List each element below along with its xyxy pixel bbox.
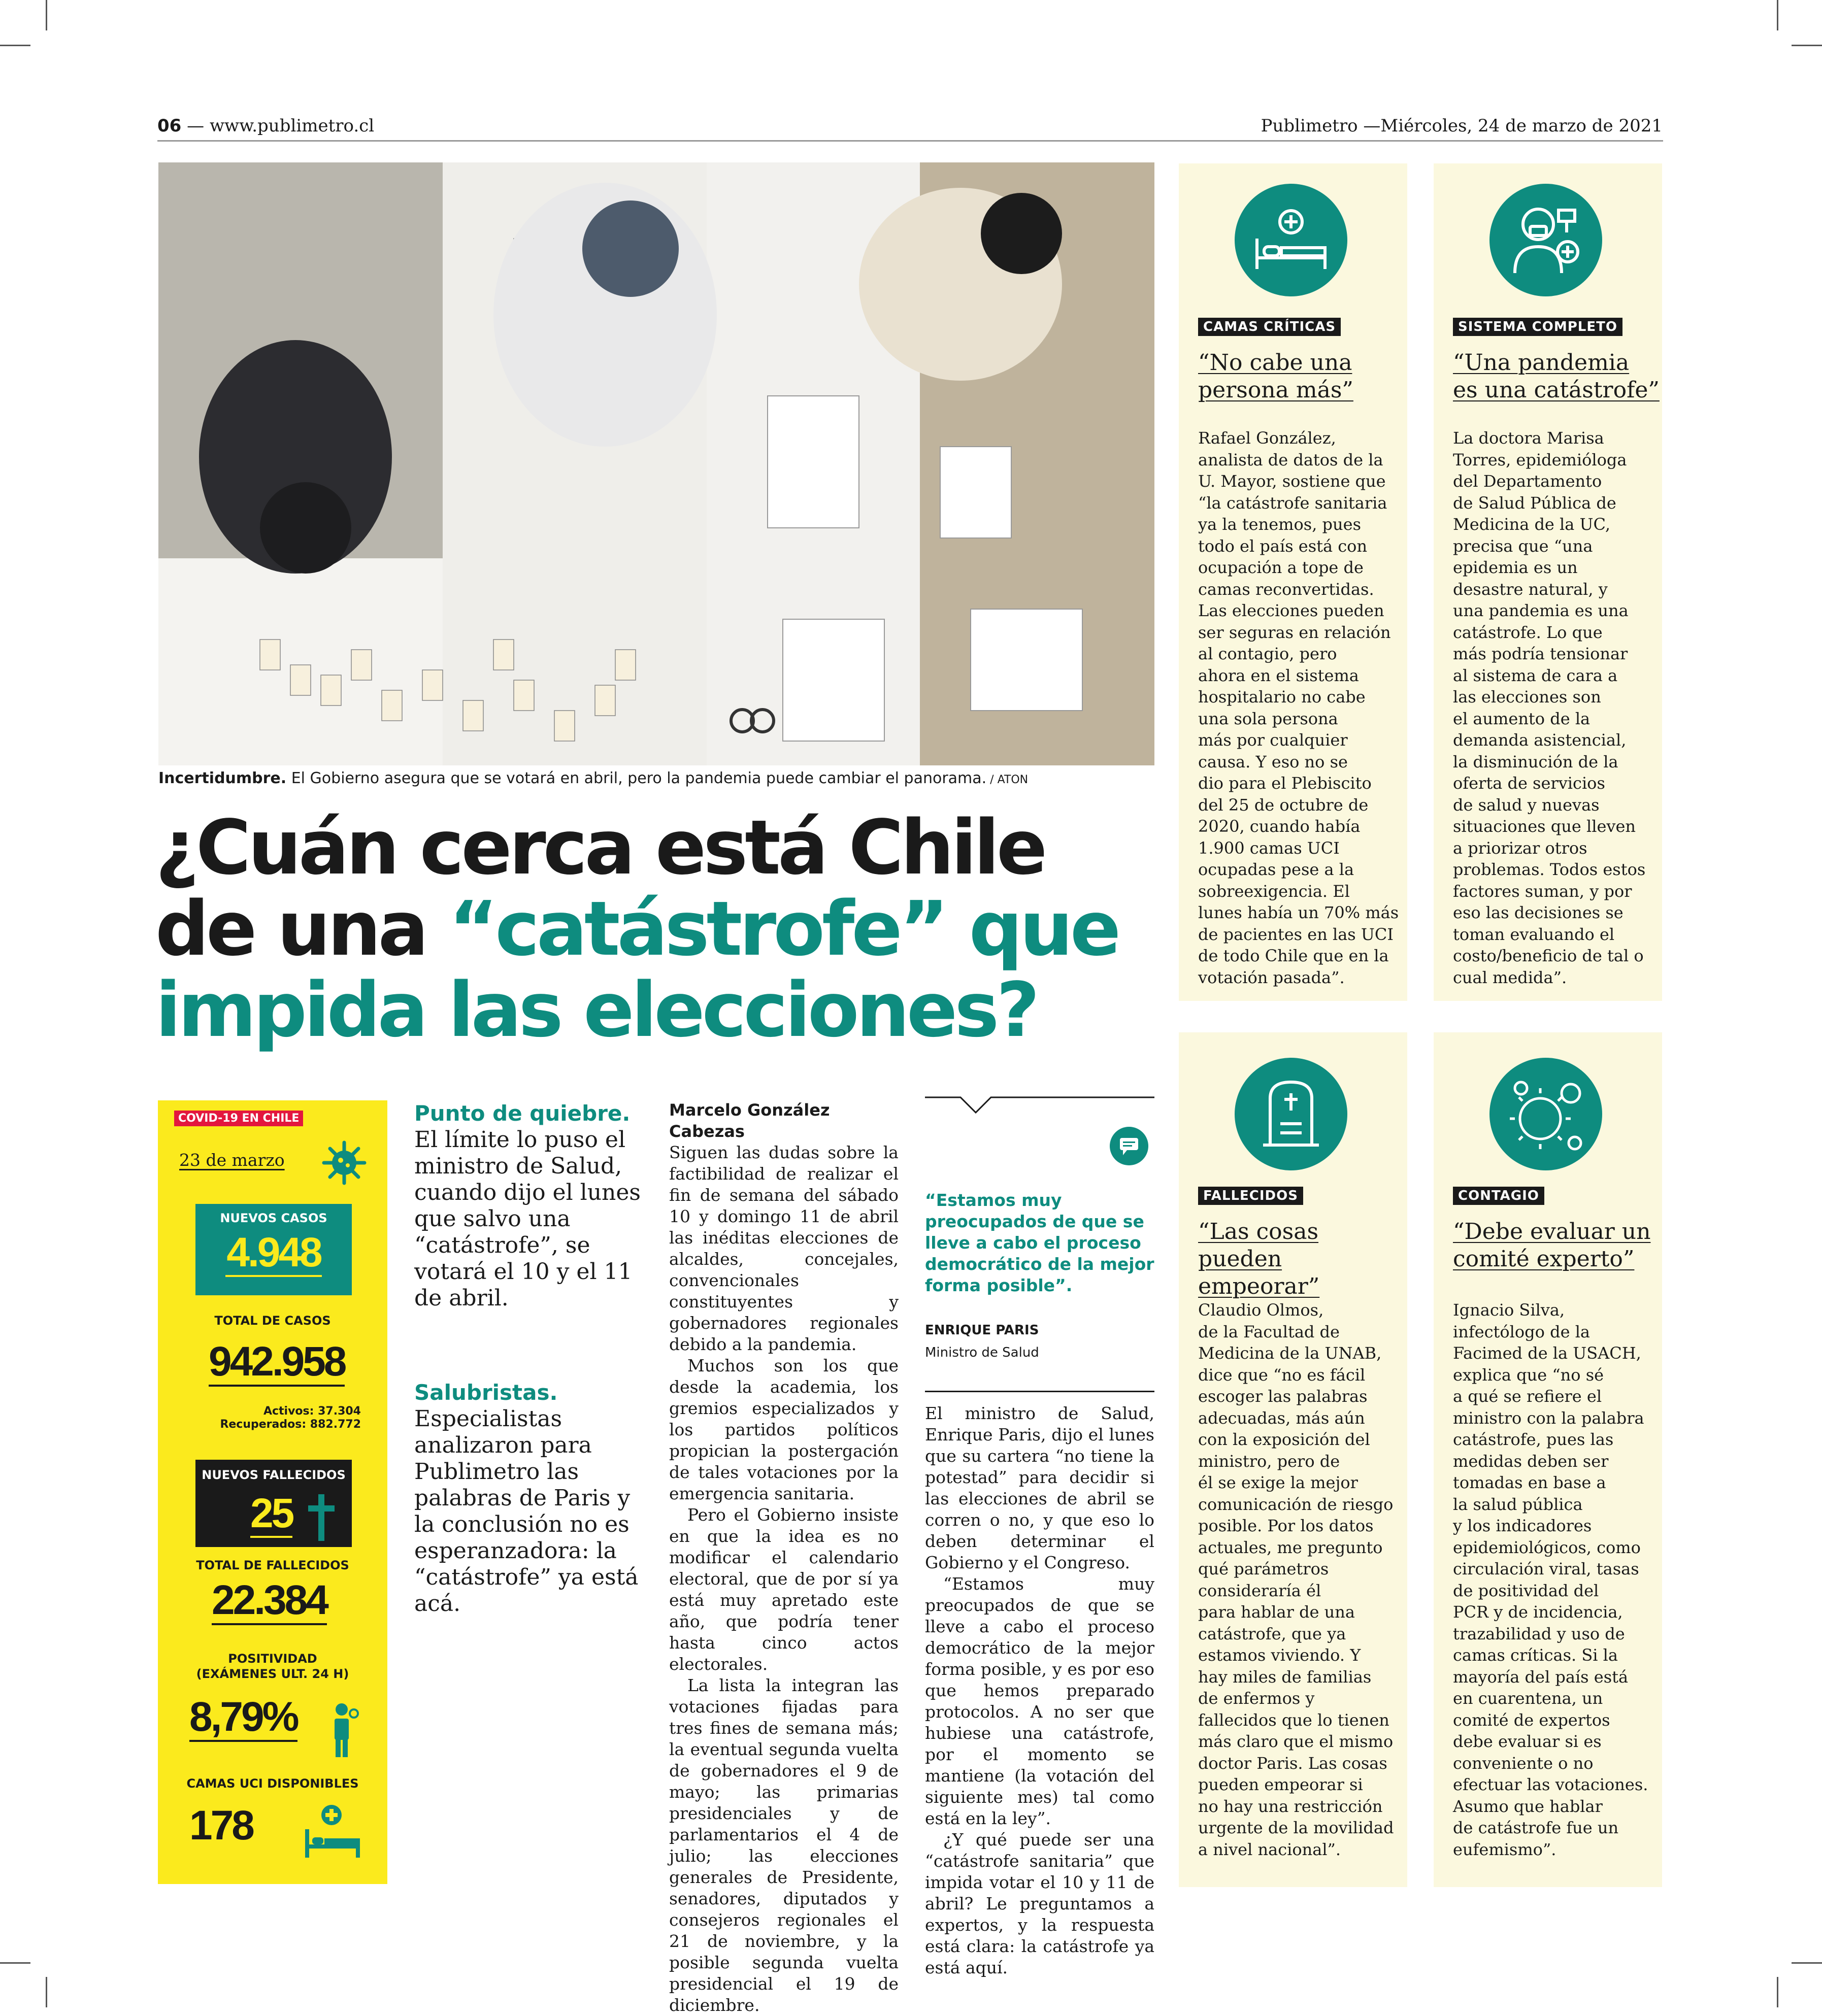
headline-line-2: [155, 885, 1166, 972]
sidebar-tag: SISTEMA COMPLETO: [1453, 318, 1622, 336]
sidebar-body: Ignacio Silva, infectólogo de la Facimed de la USACH, explica que “no sé a qué se refiere el ministro con la palabra catástrofe, pues las medidas deben ser tomadas en base a la salud pública y los indicadores epidemiológicos, como circulación viral, tasas de positividad del PCR y de incidencia, trazabilidad y uso de camas críticas. Si la mayoría del país está en cuarentena, un comité de expertos debe evaluar si es conveniente o no efectuar las votaciones. Asumo que hablar de catástrofe fue un eufemismo”.: [1453, 1300, 1648, 1859]
doctor-glyph: [1489, 184, 1602, 296]
sidebar-tag: FALLECIDOS: [1198, 1187, 1303, 1205]
caption-lead: Incertidumbre.: [158, 769, 287, 787]
headline-line-2a: de una: [155, 885, 449, 972]
crop-mark: [46, 1977, 47, 2007]
hospital-bed-glyph: [1235, 184, 1347, 296]
pull-quote-bottom-rule: [925, 1391, 1154, 1392]
hospital-bed-icon: [1235, 184, 1347, 296]
caption-text: El Gobierno asegura que se votará en abril, pero la pandemia puede cambiar el panorama.: [286, 769, 987, 787]
photo-credit: / ATON: [986, 774, 1029, 786]
sidebar-contagio: [1434, 1032, 1662, 1887]
page-number: 06: [157, 116, 182, 136]
headline-line-3: impida las elecciones?: [155, 966, 1037, 1054]
article-paragraph: Muchos son los que desde la academia, los gremios especializados y los partidos políticos propician la postergación de tales votaciones por la emergencia sanitaria.: [669, 1356, 899, 1503]
article-paragraph: Siguen las dudas sobre la factibilidad de realizar el fin de semana del sábado 10 y domingo 11 de abril las inéditas elecciones de alcaldes, concejales, convencionales constituyentes y gobernadores regionales debido a la pandemia.: [669, 1143, 899, 1354]
lead-block-1-text: El límite lo puso el ministro de Salud, cuando dijo el lunes que salvo una “catástrofe”, se votará el 10 y el 11 de abril.: [414, 1127, 641, 1311]
covid-date: 23 de marzo: [179, 1150, 285, 1170]
icu-label: CAMAS UCI DISPONIBLES: [186, 1776, 359, 1791]
article-paragraph: “Estamos muy preocupados de que se lleve a cabo el proceso democrático de la mejor forma posible, y es por eso que hemos preparado protocolos. A no ser que hubiese una catástrofe, por el momento se mantiene (la votación del siguiente mes) tal como está en la ley”.: [925, 1574, 1154, 1828]
lead-block-2-text: Especialistas analizaron para Publimetro las palabras de Paris y la conclusión no es esperanzadora: la “catástrofe” ya está acá.: [414, 1406, 639, 1617]
new-deaths-label: NUEVOS FALLECIDOS: [202, 1468, 346, 1482]
new-deaths-value: 25: [250, 1491, 292, 1538]
headline: [155, 804, 1166, 1054]
covid-stats-box: [158, 1100, 387, 1884]
hospital-bed-small-icon: [303, 1804, 362, 1860]
new-cases-label: NUEVOS CASOS: [220, 1211, 327, 1225]
crop-mark: [0, 1962, 30, 1964]
virus-small-icon: [321, 1140, 367, 1186]
article-paragraph: La lista la integran las votaciones fijadas para tres fines de semana más; la eventual segunda vuelta de gobernadores el 9 de mayo; las primarias presidenciales y de parlamentarios el 4 de julio; las elecciones generales de Presidente, senadores, diputados y consejeros regionales el 21 de noviembre, y la posible segunda vuelta presidencial el 19 de diciembre.: [669, 1675, 899, 2015]
article-paragraph: ¿Y qué puede ser una “catástrofe sanitaria” que impida votar el 10 y 11 de abril? Le preguntamos a expertos, y la respuesta está clara: la catástrofe ya está aquí.: [925, 1830, 1154, 1977]
person-icon: [330, 1702, 359, 1757]
lead-block-1: [414, 1100, 653, 1312]
sidebar-body: Claudio Olmos, de la Facultad de Medicina de la UNAB, dice que “no es fácil escoger las palabras adecuadas, más aún con la exposición del ministro, pero de él se exige la mejor comunicación de riesgo posible. Por los datos actuales, me pregunto qué parámetros consideraría él para hablar de una catástrofe, que ya estamos viviendo. Y hay miles de familias de enfermos y fallecidos que lo tienen más claro que el mismo doctor Paris. Las cosas pueden empeorar si no hay una restricción urgente de la movilidad a nivel nacional”.: [1198, 1300, 1394, 1859]
lead-block-2-title: Salubristas.: [414, 1380, 558, 1405]
pull-quote-role: Ministro de Salud: [925, 1345, 1039, 1360]
virus-icon: [1489, 1058, 1602, 1170]
new-cases-box: [195, 1204, 352, 1295]
cross-icon: [306, 1494, 337, 1541]
pull-quote-name: ENRIQUE PARIS: [925, 1323, 1039, 1338]
sidebar-fallecidos: [1179, 1032, 1407, 1887]
total-deaths-value: 22.384: [212, 1577, 327, 1625]
news-photo: [158, 162, 1154, 765]
sidebar-tag: CONTAGIO: [1453, 1187, 1544, 1205]
new-deaths-box: [195, 1460, 352, 1547]
publication-date: Publimetro —Miércoles, 24 de marzo de 2021: [1261, 116, 1663, 136]
headline-line-1: ¿Cuán cerca está Chile: [155, 804, 1045, 891]
recovered-label: Recuperados:: [220, 1418, 307, 1431]
doctor-icon: [1489, 184, 1602, 296]
sidebar-tag: CAMAS CRÍTICAS: [1198, 318, 1341, 336]
page-header-left: [157, 116, 374, 136]
byline: Marcelo González Cabezas: [669, 1100, 830, 1141]
tombstone-icon: [1235, 1058, 1347, 1170]
new-cases-value: 4.948: [225, 1230, 322, 1277]
covid-tag: COVID-19 EN CHILE: [174, 1111, 303, 1126]
sidebar-body: Rafael González, analista de datos de la U. Mayor, sostiene que “la catástrofe sanitaria ya la tenemos, pues todo el país está con ocupación a tope de camas reconvertidas. Las elecciones pueden ser seguras en relación al contagio, pero ahora en el sistema hospitalario no cabe una sola persona más por cualquier causa. Y eso no se dio para el Plebiscito del 25 de octubre de 2020, cuando había 1.900 camas UCI ocupadas pese a la sobreexigencia. El lunes había un 70% más de pacientes en las UCI de todo Chile que en la votación pasada”.: [1198, 428, 1399, 987]
positivity-label: POSITIVIDAD: [228, 1652, 317, 1666]
sidebar-quote: “Debe evaluar un comité experto”: [1453, 1219, 1651, 1272]
icu-value: 178: [189, 1802, 253, 1849]
pull-quote-text: “Estamos muy preocupados de que se lleve a cabo el proceso democrático de la mejor forma posible”.: [925, 1190, 1154, 1295]
total-cases-label: TOTAL DE CASOS: [214, 1314, 331, 1328]
lead-block-2: [414, 1380, 653, 1617]
crop-mark: [0, 45, 30, 46]
sidebar-body: La doctora Marisa Torres, epidemióloga del Departamento de Salud Pública de Medicina de la UC, precisa que “una epidemia es un desastre natural, y una pandemia es una catástrofe. Lo que más podría tensionar al sistema de cara a las elecciones son el aumento de la demanda asistencial, la disminución de la oferta de servicios de salud y nuevas situaciones que lleven a priorizar otros problemas. Todos estos factores suman, y por eso las decisiones se toman evaluando el costo/beneficio de tal o cual medida”.: [1453, 428, 1646, 987]
sidebar-sistema-completo: [1434, 163, 1662, 1001]
virus-glyph: [1489, 1058, 1602, 1170]
photo-illustration: [158, 162, 1154, 765]
recovered-value: 882.772: [310, 1418, 361, 1431]
total-cases-value: 942.958: [209, 1339, 345, 1387]
recovered-row: [188, 1418, 361, 1431]
crop-mark: [46, 0, 47, 30]
active-label: Activos:: [263, 1405, 314, 1418]
active-value: 37.304: [318, 1405, 361, 1418]
article-column-1: [669, 1099, 899, 2015]
positivity-sub: (EXÁMENES ULT. 24 H): [196, 1667, 349, 1681]
positivity-value: 8,79%: [189, 1694, 297, 1742]
crop-mark: [1777, 0, 1778, 30]
article-paragraph: Pero el Gobierno insiste en que la idea es no modificar el calendario electoral, que de por sí ya está muy apretado este año, que podría tener hasta cinco actos electorales.: [669, 1505, 899, 1674]
crop-mark: [1792, 1962, 1822, 1964]
sidebar-camas-criticas: [1179, 163, 1407, 1001]
sidebar-quote: “Una pandemia es una catástrofe”: [1453, 350, 1660, 403]
speech-bubble-glyph: [1110, 1127, 1148, 1165]
article-column-2: [925, 1403, 1154, 1977]
website: — www.publimetro.cl: [187, 116, 375, 136]
speech-bubble-icon: [1110, 1127, 1148, 1165]
crop-mark: [1792, 45, 1822, 46]
total-deaths-label: TOTAL DE FALLECIDOS: [196, 1558, 349, 1572]
header-rule: [157, 140, 1663, 142]
crop-mark: [1777, 1977, 1778, 2007]
active-row: [209, 1405, 361, 1418]
article-paragraph: El ministro de Salud, Enrique Paris, dijo el lunes que su cartera “no tiene la potestad” para decidir si las elecciones de abril se corren o no, y que eso lo deben determinar el Gobierno y el Congreso.: [925, 1403, 1154, 1572]
tombstone-glyph: [1235, 1058, 1347, 1170]
headline-line-2b: “catástrofe” que: [448, 885, 1118, 972]
lead-block-1-title: Punto de quiebre.: [414, 1101, 631, 1126]
sidebar-quote: “No cabe una persona más”: [1198, 350, 1353, 403]
sidebar-quote: “Las cosas pueden empeorar”: [1198, 1219, 1320, 1299]
pull-quote-rule: [925, 1096, 1154, 1115]
photo-caption: [158, 769, 1164, 787]
